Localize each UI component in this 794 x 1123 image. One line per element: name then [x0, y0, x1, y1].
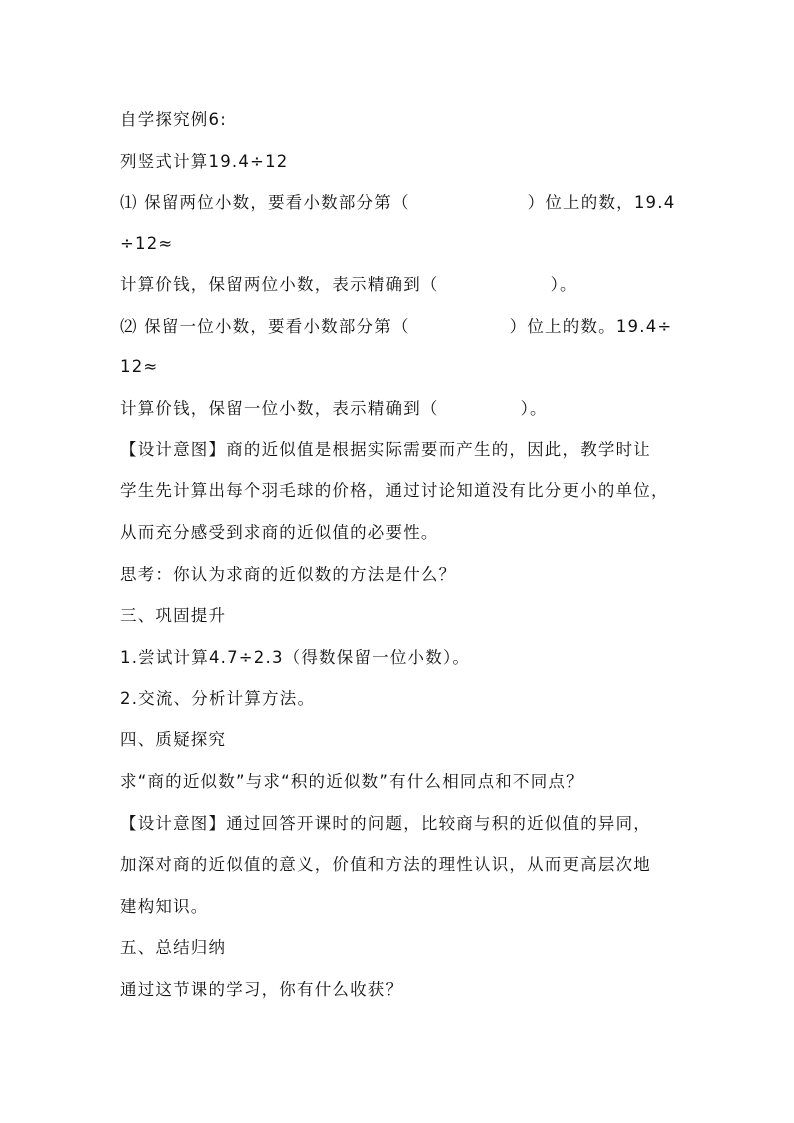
design-intent-1-line-1: 【设计意图】商的近似值是根据实际需要而产生的，因此，教学时让: [120, 440, 651, 459]
division-problem: 列竖式计算19.4÷12: [120, 152, 289, 171]
question-1-line-1: [120, 193, 675, 213]
precision-prefix: 计算价钱，保留两位小数，表示精确到（: [120, 275, 439, 294]
design-intent-2-line-2: 加深对商的近似值的意义，价值和方法的理性认识，从而更高层次地: [120, 855, 651, 874]
question-1-line-2: ÷12≈: [120, 234, 174, 253]
question-2-suffix: ）位上的数。19.4÷: [509, 317, 673, 336]
section-4-heading: 四、质疑探究: [120, 730, 227, 749]
design-intent-1-line-2: 学生先计算出每个羽毛球的价格，通过讨论知道没有比分更小的单位，: [120, 481, 669, 500]
design-intent-2-line-1: 【设计意图】通过回答开课时的问题，比较商与积的近似值的异同，: [120, 814, 651, 833]
section-3-heading: 三、巩固提升: [120, 606, 227, 625]
practice-item-2: 2.交流、分析计算方法。: [120, 689, 316, 708]
section-5-heading: 五、总结归纳: [120, 938, 227, 957]
question-1-line-3: [120, 275, 578, 295]
question-2-line-1: [120, 317, 672, 337]
question-2-prefix: ⑵ 保留一位小数，要看小数部分第（: [120, 317, 410, 336]
summary-question: 通过这节课的学习，你有什么收获？: [120, 980, 404, 999]
comparison-question: 求“商的近似数”与求“积的近似数”有什么相同点和不同点？: [120, 772, 584, 791]
precision-suffix: ）。: [550, 275, 578, 294]
question-2-line-3: [120, 399, 548, 419]
example-heading: 自学探究例6:: [120, 110, 227, 129]
thinking-question: 思考：你认为求商的近似数的方法是什么？: [120, 565, 457, 584]
question-2-line-2: 12≈: [120, 357, 159, 376]
design-intent-1-line-3: 从而充分感受到求商的近似值的必要性。: [120, 523, 439, 542]
practice-item-1: 1.尝试计算4.7÷2.3（得数保留一位小数）。: [120, 648, 471, 667]
precision-suffix: ）。: [520, 399, 548, 418]
question-1-suffix: ）位上的数，19.4: [527, 193, 676, 212]
precision-prefix: 计算价钱，保留一位小数，表示精确到（: [120, 399, 439, 418]
question-1-prefix: ⑴ 保留两位小数，要看小数部分第（: [120, 193, 410, 212]
design-intent-2-line-3: 建构知识。: [120, 897, 209, 916]
